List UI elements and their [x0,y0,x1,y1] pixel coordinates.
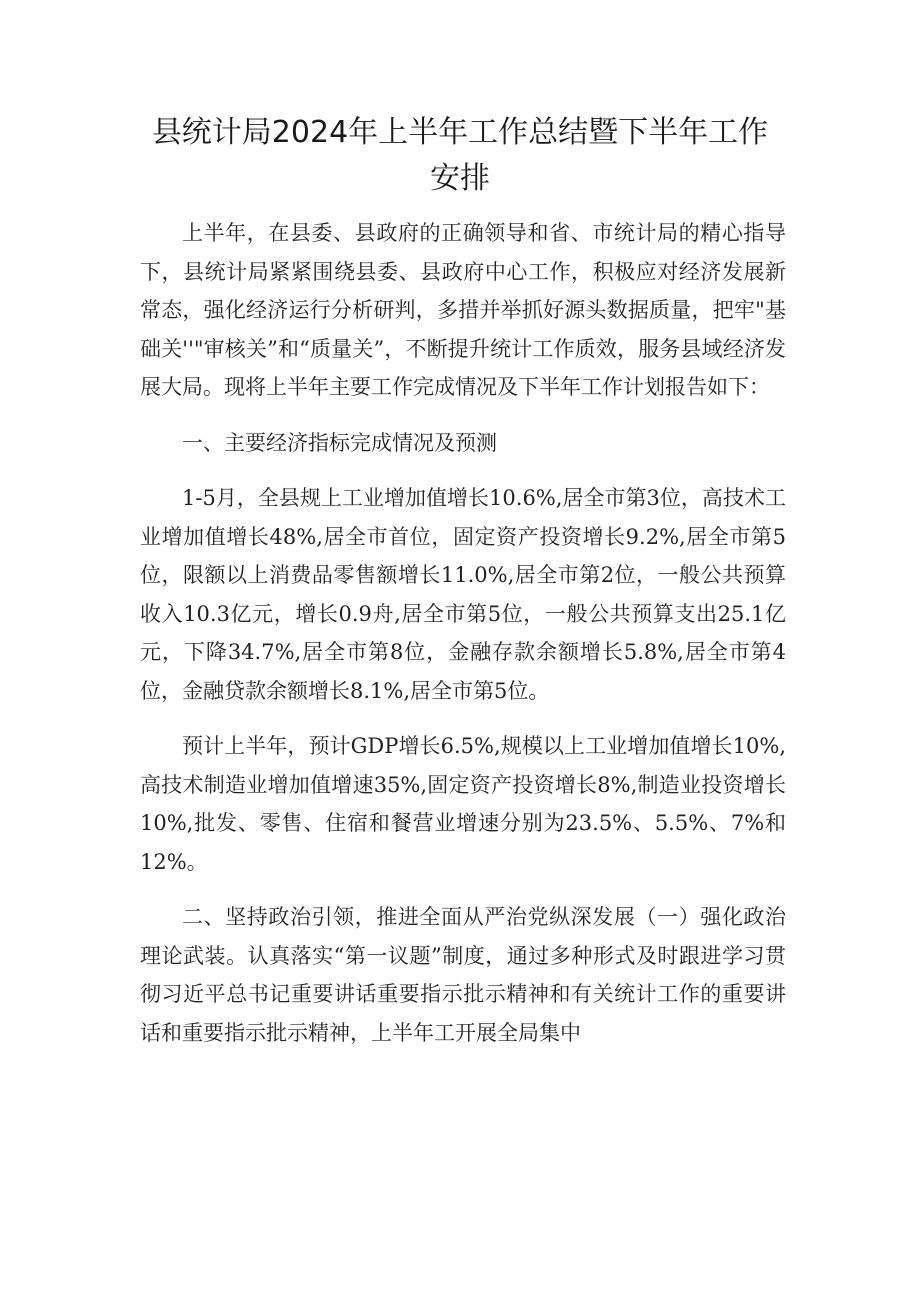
intro-paragraph: 上半年，在县委、县政府的正确领导和省、市统计局的精心指导下，县统计局紧紧围绕县委、县政府中心工作，积极应对经济发展新常态，强化经济运行分析研判，多措并举抓好源头数据质量，把牢"基础关''"审核关”和“质量关”，不断提升统计工作质效，服务县域经济发展大局。现将上半年主要工作完成情况及下半年工作计划报告如下： [140,221,786,399]
section-heading-1: 一、主要经济指标完成情况及预测 [182,430,497,455]
indicators-paragraph: 1-5月，全县规上工业增加值增长10.6%,居全市第3位，高技术工业增加值增长48%,居全市首位，固定资产投资增长9.2%,居全市第5位，限额以上消费品零售额增长11.0%,居全市第2位，一般公共预算收入10.3亿元，增长0.9舟,居全市第5位，一般公共预算支出25.1亿元，下降34.7%,居全市第8位，金融存款余额增长5.8%,居全市第4位，金融贷款余额增长8.1%,居全市第5位。 [140,486,786,703]
document-title: 县统计局2024年上半年工作总结暨下半年工作安排 [151,115,769,196]
forecast-paragraph: 预计上半年，预计GDP增长6.5%,规模以上工业增加值增长10%,高技术制造业增加值增速35%,固定资产投资增长8%,制造业投资增长10%,批发、零售、住宿和餐营业增速分别为23.5%、5.5%、7%和12%。 [140,734,786,874]
document-body [140,214,786,1052]
section-2-paragraph: 二、坚持政治引领，推进全面从严治党纵深发展（一）强化政治理论武装。认真落实“第一议题”制度，通过多种形式及时跟进学习贯彻习近平总书记重要讲话重要指示批示精神和有关统计工作的重要讲话和重要指示批示精神，上半年工开展全局集中 [140,905,786,1045]
